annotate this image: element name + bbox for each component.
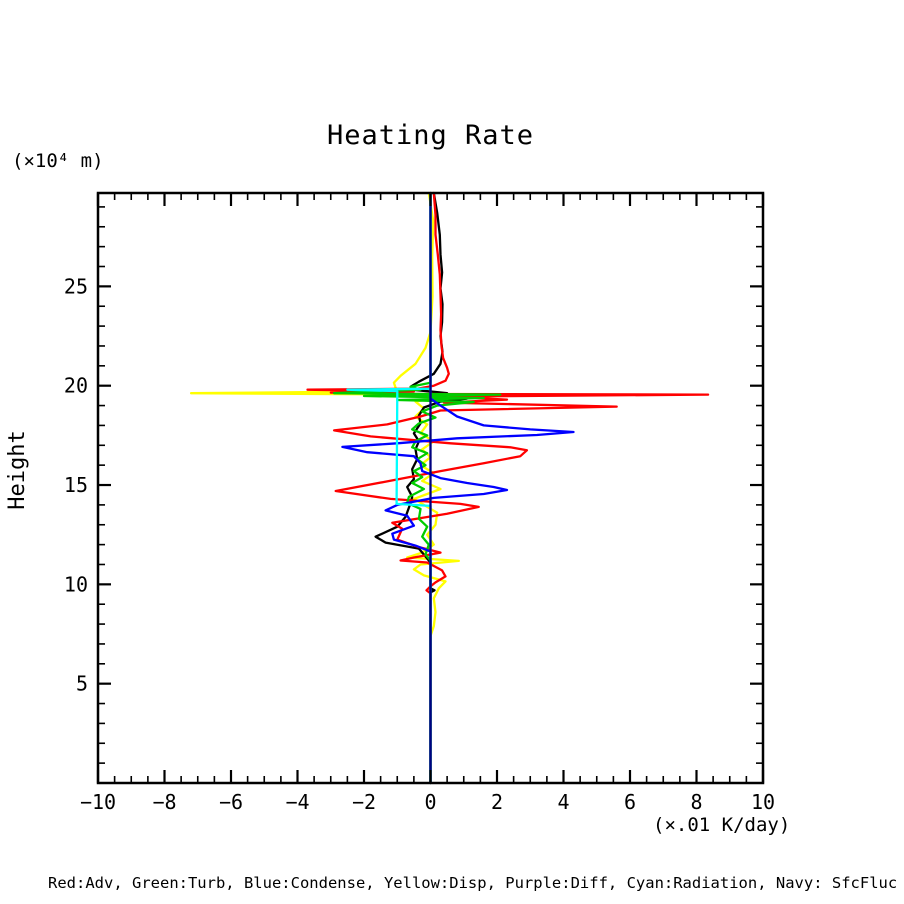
x-tick-label: 8 xyxy=(690,790,703,814)
series-turb xyxy=(334,193,500,783)
x-tick-label: −4 xyxy=(285,790,310,814)
legend-caption: Red:Adv, Green:Turb, Blue:Condense, Yellow:Disp, Purple:Diff, Cyan:Radiation, Navy: SfcFluc xyxy=(48,874,898,892)
x-tick-label: 0 xyxy=(424,790,437,814)
series-adv xyxy=(308,193,709,783)
page-title: Heating Rate xyxy=(326,120,535,151)
y-tick-label: 20 xyxy=(63,373,88,398)
x-tick-label: −6 xyxy=(218,790,244,814)
y-axis-unit-label: (×10⁴ m) xyxy=(12,150,104,172)
x-axis-unit-label: (×.01 K/day) xyxy=(653,814,791,836)
series-radiation xyxy=(347,193,430,783)
x-tick-label: −8 xyxy=(152,790,177,814)
x-tick-label: 6 xyxy=(623,790,637,814)
y-tick-label: 5 xyxy=(75,671,88,696)
y-tick-label: 10 xyxy=(63,572,88,597)
x-tick-label: 2 xyxy=(490,790,504,814)
y-tick-label: 25 xyxy=(63,274,88,299)
x-tick-label: 4 xyxy=(557,790,570,814)
series-condense xyxy=(342,193,573,783)
x-tick-label: −10 xyxy=(79,790,117,814)
y-tick-label: 15 xyxy=(63,473,88,498)
y-axis-title: Height xyxy=(5,430,30,510)
x-tick-label: 10 xyxy=(750,790,776,814)
x-tick-label: −2 xyxy=(351,790,377,814)
